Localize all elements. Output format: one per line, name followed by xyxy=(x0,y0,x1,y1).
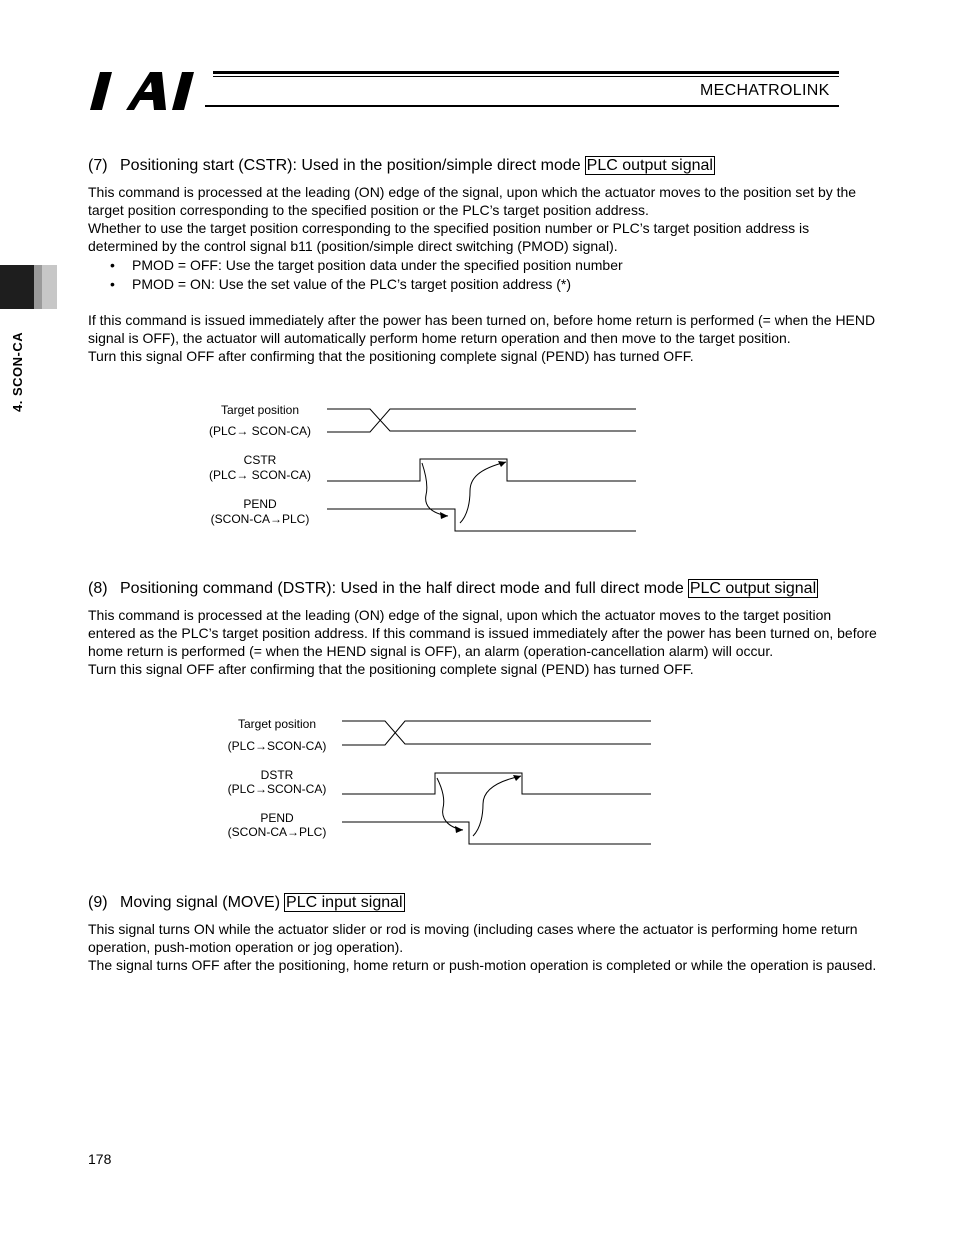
header-rule-bottom xyxy=(205,105,839,107)
dstr-timing-diagram xyxy=(205,708,665,853)
diagram-label: DSTR xyxy=(260,768,294,782)
diagram-label: CSTR xyxy=(243,453,277,467)
section-7-bullet-list xyxy=(110,256,870,294)
paragraph-line: This command is processed at the leading (ON) edge of the signal, upon which the actuator moves to the target position entered as the PLC’s target position address. If this command is issued immediately after the power has been turned on, before home return is performed (= when the HEND signal is OFF), an alarm (operation-cancellation alarm) will occur. xyxy=(88,607,877,659)
page-number: 178 xyxy=(88,1151,112,1167)
side-tab-marker xyxy=(0,265,34,309)
cstr-signal-line xyxy=(327,459,636,481)
section-8-paragraph xyxy=(88,606,878,678)
diagram-label: Target position xyxy=(220,403,300,417)
arrow-pend-to-dstr xyxy=(473,776,521,836)
diagram-label: (PLC→SCON-CA) xyxy=(227,782,327,796)
paragraph-line: The signal turns OFF after the positioning, home return or push-motion operation is completed or while the operation is paused. xyxy=(88,957,877,973)
diagram-label: (SCON-CA→PLC) xyxy=(210,512,310,526)
iai-logo xyxy=(88,66,208,116)
arrowhead xyxy=(440,512,448,519)
paragraph-line: Turn this signal OFF after confirming that the positioning complete signal (PEND) has turned OFF. xyxy=(88,348,694,364)
section-9-heading xyxy=(88,894,405,912)
header-rule-thin xyxy=(213,76,839,77)
paragraph-line: Whether to use the target position corresponding to the specified position number or PLC’s target position address is determined by the control signal b11 (position/simple direct switching (PMOD) signal). xyxy=(88,220,810,254)
section-7-title: (7) Positioning start (CSTR): Used in the position/simple direct mode xyxy=(88,157,581,174)
paragraph-line: This signal turns ON while the actuator slider or rod is moving (including cases where the actuator is performing home return operation, push-motion operation or jog operation). xyxy=(88,921,858,955)
section-8-heading xyxy=(88,580,818,598)
arrow-pend-to-cstr xyxy=(460,462,506,523)
arrow-cstr-to-pend xyxy=(422,463,448,516)
diagram-label: (SCON-CA→PLC) xyxy=(227,825,327,839)
section-7-heading xyxy=(88,157,715,175)
header-rule-thick xyxy=(213,71,839,74)
section-7-paragraph-2 xyxy=(88,311,878,365)
side-tab-label: 4. SCON-CA xyxy=(10,331,25,412)
section-7-paragraph-1 xyxy=(88,183,878,255)
section-9-signal-badge: PLC input signal xyxy=(286,894,403,911)
paragraph-line: If this command is issued immediately after the power has been turned on, before home return is performed (= when the HEND signal is OFF), the actuator will automatically perform home return operation and then move to the target position. xyxy=(88,312,876,346)
section-9-paragraph xyxy=(88,920,878,974)
pend-signal-line xyxy=(342,822,651,844)
list-item: • PMOD = ON: Use the set value of the PLC’s target position address (*) xyxy=(110,275,870,294)
pend-signal-line xyxy=(327,509,636,531)
side-tab-shade-light xyxy=(42,265,57,309)
dstr-signal-line xyxy=(342,773,651,794)
paragraph-line: Turn this signal OFF after confirming that the positioning complete signal (PEND) has turned OFF. xyxy=(88,661,694,677)
section-9-title: (9) Moving signal (MOVE) xyxy=(88,894,281,911)
diagram-label: (PLC→ SCON-CA) xyxy=(208,468,312,482)
section-7-signal-badge: PLC output signal xyxy=(586,157,713,174)
arrowhead xyxy=(455,826,463,833)
cstr-timing-diagram xyxy=(190,395,650,540)
header-title: MECHATROLINK xyxy=(700,82,830,99)
paragraph-line: This command is processed at the leading (ON) edge of the signal, upon which the actuator moves to the position set by the target position corresponding to the specified position or the PLC’s target position address. xyxy=(88,184,857,218)
diagram-label: Target position xyxy=(237,717,317,731)
diagram-label: PEND xyxy=(243,497,277,511)
list-item: • PMOD = OFF: Use the target position data under the specified position number xyxy=(110,256,870,275)
diagram-label: PEND xyxy=(260,811,294,825)
section-8-signal-badge: PLC output signal xyxy=(689,580,817,597)
diagram-label: (PLC→SCON-CA) xyxy=(227,739,327,753)
section-8-title: (8) Positioning command (DSTR): Used in the half direct mode and full direct mode xyxy=(88,580,684,597)
diagram-label: (PLC→ SCON-CA) xyxy=(208,424,312,438)
